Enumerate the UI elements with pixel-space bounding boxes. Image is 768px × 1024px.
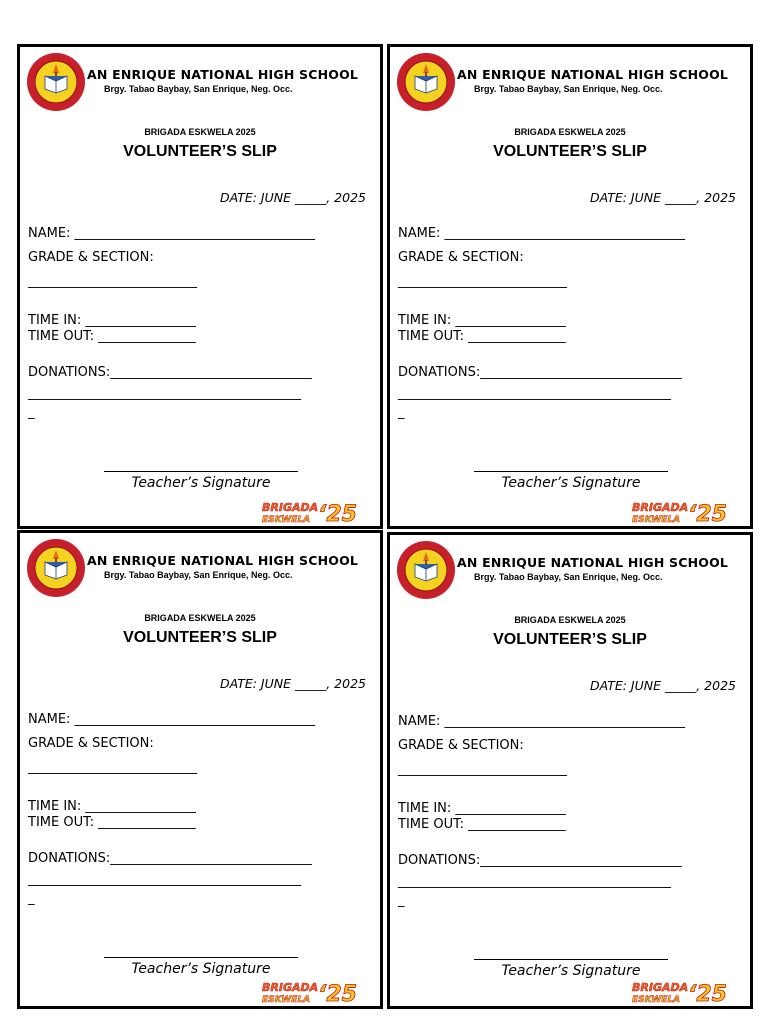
- volunteer-slip-3: [17, 530, 383, 1009]
- grade-section-label: GRADE & SECTION:: [398, 250, 524, 265]
- donations-field: DONATIONS:_______________________________: [28, 365, 312, 380]
- school-seal-icon: [26, 538, 86, 598]
- grade-section-label: GRADE & SECTION:: [28, 736, 154, 751]
- school-name: AN ENRIQUE NATIONAL HIGH SCHOOL: [87, 553, 359, 568]
- time-out-field: TIME OUT: _______________: [28, 329, 196, 344]
- name-field: NAME: _____________________________________: [28, 712, 316, 727]
- school-seal-icon: [396, 52, 456, 112]
- grade-section-label: GRADE & SECTION:: [398, 738, 524, 753]
- donations-line: __________________________________________: [28, 386, 301, 401]
- event-name: BRIGADA ESKWELA 2025: [514, 615, 626, 625]
- signature-label: Teacher’s Signature: [131, 475, 271, 491]
- grade-section-line: __________________________: [28, 274, 197, 289]
- name-field: NAME: _____________________________________: [28, 226, 316, 241]
- brand-bottom: ESKWELA: [632, 995, 681, 1003]
- donations-line: __________________________________________: [398, 386, 671, 401]
- donations-field: DONATIONS:_______________________________: [398, 853, 682, 868]
- date-field: DATE: JUNE _____, 2025: [589, 190, 736, 205]
- signature-label: Teacher’s Signature: [131, 961, 271, 977]
- volunteer-slip-4: [387, 532, 753, 1009]
- brand-year: ‘25: [318, 982, 357, 1003]
- signature-line: [104, 957, 298, 958]
- signature-line: [104, 471, 298, 472]
- brand-top: BRIGADA: [632, 981, 689, 994]
- time-in-field: TIME IN: _________________: [28, 313, 196, 328]
- school-address: Brgy. Tabao Baybay, San Enrique, Neg. Occ.: [474, 84, 663, 94]
- time-in-field: TIME IN: _________________: [398, 801, 566, 816]
- donations-tail: _: [28, 405, 35, 420]
- grade-section-line: __________________________: [398, 274, 567, 289]
- school-name: AN ENRIQUE NATIONAL HIGH SCHOOL: [457, 67, 729, 82]
- volunteer-slip-2: [387, 44, 753, 529]
- signature-label: Teacher’s Signature: [501, 475, 641, 491]
- brand-year: ‘25: [688, 982, 727, 1003]
- event-name: BRIGADA ESKWELA 2025: [514, 127, 626, 137]
- brigada-logo: [262, 499, 360, 523]
- name-field: NAME: _____________________________________: [398, 226, 686, 241]
- name-field: NAME: _____________________________________: [398, 714, 686, 729]
- brand-year: ‘25: [688, 502, 727, 523]
- event-name: BRIGADA ESKWELA 2025: [144, 613, 256, 623]
- slip-title: VOLUNTEER’S SLIP: [493, 631, 647, 648]
- time-out-field: TIME OUT: _______________: [28, 815, 196, 830]
- signature-label: Teacher’s Signature: [501, 963, 641, 979]
- grade-section-label: GRADE & SECTION:: [28, 250, 154, 265]
- date-field: DATE: JUNE _____, 2025: [219, 190, 366, 205]
- brand-bottom: ESKWELA: [262, 515, 311, 523]
- brand-top: BRIGADA: [262, 981, 319, 994]
- donations-tail: _: [398, 405, 405, 420]
- donations-tail: _: [28, 891, 35, 906]
- donations-line: __________________________________________: [398, 874, 671, 889]
- brand-bottom: ESKWELA: [262, 995, 311, 1003]
- signature-line: [474, 471, 668, 472]
- signature-line: [474, 959, 668, 960]
- school-seal-icon: [26, 52, 86, 112]
- time-in-field: TIME IN: _________________: [28, 799, 196, 814]
- brand-top: BRIGADA: [262, 501, 319, 514]
- volunteer-slip-1: [17, 44, 383, 529]
- school-address: Brgy. Tabao Baybay, San Enrique, Neg. Occ.: [104, 84, 293, 94]
- grade-section-line: __________________________: [398, 762, 567, 777]
- brigada-logo: [632, 499, 730, 523]
- school-seal-icon: [396, 540, 456, 600]
- time-out-field: TIME OUT: _______________: [398, 817, 566, 832]
- event-name: BRIGADA ESKWELA 2025: [144, 127, 256, 137]
- slip-title: VOLUNTEER’S SLIP: [123, 143, 277, 160]
- date-field: DATE: JUNE _____, 2025: [219, 676, 366, 691]
- date-field: DATE: JUNE _____, 2025: [589, 678, 736, 693]
- donations-tail: _: [398, 893, 405, 908]
- school-address: Brgy. Tabao Baybay, San Enrique, Neg. Occ.: [474, 572, 663, 582]
- brand-top: BRIGADA: [632, 501, 689, 514]
- brand-year: ‘25: [318, 502, 357, 523]
- slip-title: VOLUNTEER’S SLIP: [493, 143, 647, 160]
- donations-line: __________________________________________: [28, 872, 301, 887]
- school-name: AN ENRIQUE NATIONAL HIGH SCHOOL: [457, 555, 729, 570]
- brigada-logo: [262, 979, 360, 1003]
- slip-title: VOLUNTEER’S SLIP: [123, 629, 277, 646]
- donations-field: DONATIONS:_______________________________: [398, 365, 682, 380]
- time-out-field: TIME OUT: _______________: [398, 329, 566, 344]
- time-in-field: TIME IN: _________________: [398, 313, 566, 328]
- school-address: Brgy. Tabao Baybay, San Enrique, Neg. Occ.: [104, 570, 293, 580]
- school-name: AN ENRIQUE NATIONAL HIGH SCHOOL: [87, 67, 359, 82]
- grade-section-line: __________________________: [28, 760, 197, 775]
- brand-bottom: ESKWELA: [632, 515, 681, 523]
- brigada-logo: [632, 979, 730, 1003]
- donations-field: DONATIONS:_______________________________: [28, 851, 312, 866]
